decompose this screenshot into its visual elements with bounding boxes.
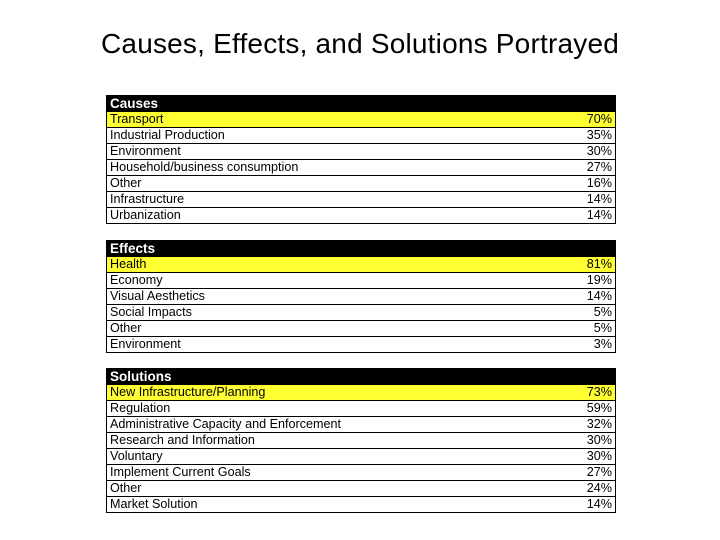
- row-label: Other: [107, 481, 362, 497]
- causes-table: [106, 95, 616, 224]
- row-label: Social Impacts: [107, 305, 362, 321]
- row-label: Industrial Production: [107, 128, 362, 144]
- slide-title: Causes, Effects, and Solutions Portrayed: [101, 28, 619, 59]
- table-row: [107, 257, 616, 273]
- row-label: Administrative Capacity and Enforcement: [107, 417, 362, 433]
- table-row: [107, 112, 616, 128]
- table-row: [107, 208, 616, 224]
- row-value: 14%: [361, 192, 616, 208]
- table-row: [107, 417, 616, 433]
- table-row: [107, 305, 616, 321]
- row-value: 5%: [361, 305, 616, 321]
- row-value: 73%: [361, 385, 616, 401]
- row-value: 19%: [361, 273, 616, 289]
- row-label: Environment: [107, 144, 362, 160]
- row-value: 32%: [361, 417, 616, 433]
- table-row: [107, 192, 616, 208]
- row-label: Market Solution: [107, 497, 362, 513]
- causes-header: Causes: [107, 96, 616, 112]
- table-row: [107, 481, 616, 497]
- row-label: Infrastructure: [107, 192, 362, 208]
- table-row: [107, 337, 616, 353]
- effects-header: Effects: [107, 241, 616, 257]
- row-label: Health: [107, 257, 362, 273]
- table-row: [107, 128, 616, 144]
- row-value: 30%: [361, 144, 616, 160]
- row-label: Environment: [107, 337, 362, 353]
- table-row: [107, 401, 616, 417]
- row-label: Urbanization: [107, 208, 362, 224]
- row-value: 27%: [361, 465, 616, 481]
- row-label: Other: [107, 321, 362, 337]
- row-label: Economy: [107, 273, 362, 289]
- row-value: 3%: [361, 337, 616, 353]
- solutions-table: [106, 368, 616, 513]
- table-row: [107, 449, 616, 465]
- table-row: [107, 144, 616, 160]
- table-row: [107, 465, 616, 481]
- row-value: 81%: [361, 257, 616, 273]
- row-value: 30%: [361, 449, 616, 465]
- solutions-header: Solutions: [107, 369, 616, 385]
- row-value: 14%: [361, 208, 616, 224]
- row-label: Household/business consumption: [107, 160, 362, 176]
- row-label: Visual Aesthetics: [107, 289, 362, 305]
- table-row: [107, 160, 616, 176]
- row-value: 14%: [361, 497, 616, 513]
- row-value: 24%: [361, 481, 616, 497]
- row-label: Regulation: [107, 401, 362, 417]
- row-value: 14%: [361, 289, 616, 305]
- table-row: [107, 273, 616, 289]
- row-value: 5%: [361, 321, 616, 337]
- row-value: 35%: [361, 128, 616, 144]
- row-label: Other: [107, 176, 362, 192]
- row-value: 30%: [361, 433, 616, 449]
- table-row: [107, 321, 616, 337]
- table-row: [107, 497, 616, 513]
- row-value: 59%: [361, 401, 616, 417]
- effects-table: [106, 240, 616, 353]
- row-value: 27%: [361, 160, 616, 176]
- row-label: Voluntary: [107, 449, 362, 465]
- table-row: [107, 433, 616, 449]
- row-value: 16%: [361, 176, 616, 192]
- row-label: Transport: [107, 112, 362, 128]
- row-label: New Infrastructure/Planning: [107, 385, 362, 401]
- row-value: 70%: [361, 112, 616, 128]
- table-row: [107, 289, 616, 305]
- row-label: Implement Current Goals: [107, 465, 362, 481]
- table-row: [107, 385, 616, 401]
- table-row: [107, 176, 616, 192]
- row-label: Research and Information: [107, 433, 362, 449]
